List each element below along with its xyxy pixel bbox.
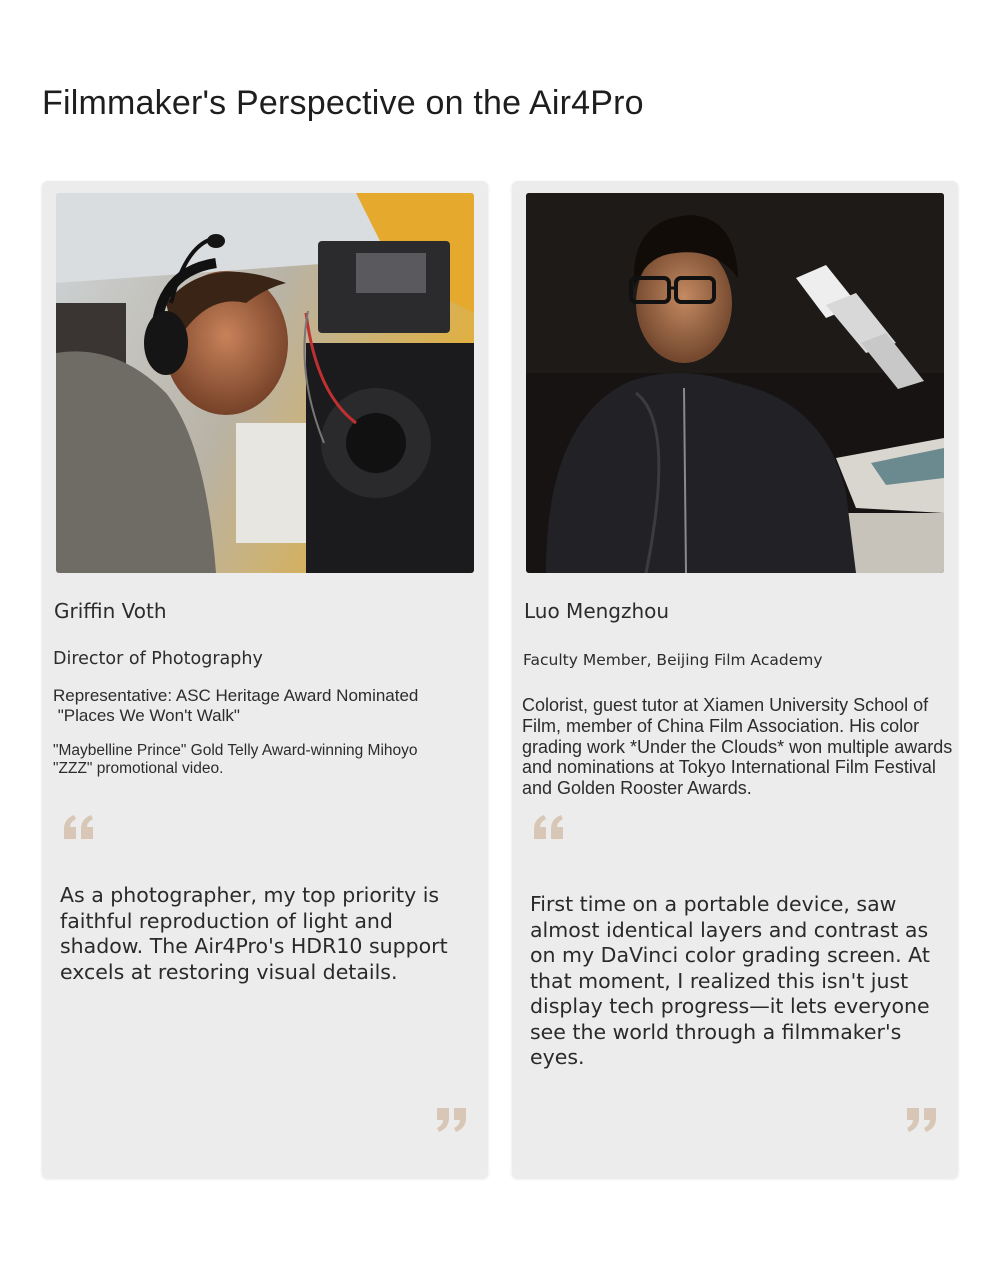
- page-title: Filmmaker's Perspective on the Air4Pro: [42, 84, 644, 122]
- quote-open-icon: [532, 813, 566, 841]
- quote-open-icon: [62, 813, 96, 841]
- testimonial-quote: As a photographer, my top priority is faithful reproduction of light and shadow. The Air4Pro's HDR10 support excels at restoring visual details.: [60, 883, 448, 984]
- quote-close-icon: [434, 1106, 468, 1134]
- quote-close-icon: [904, 1106, 938, 1134]
- person-role: Faculty Member, Beijing Film Academy: [523, 651, 823, 669]
- testimonial-card-griffin-voth: [42, 181, 488, 1178]
- portrait-photo-luo-mengzhou: [526, 193, 944, 573]
- person-name: Luo Mengzhou: [524, 599, 670, 623]
- person-name: Griffin Voth: [54, 599, 167, 623]
- person-role: Director of Photography: [53, 649, 263, 669]
- testimonial-card-luo-mengzhou: [512, 181, 958, 1178]
- portrait-photo-griffin-voth: [56, 193, 474, 573]
- person-bio: Colorist, guest tutor at Xiamen University School of Film, member of China Film Association. His color grading work *Under the Clouds* won multiple awards and nominations at Tokyo International Film Festival and Golden Rooster Awards.: [522, 695, 953, 799]
- testimonial-quote: First time on a portable device, saw almost identical layers and contrast as on my DaVinci color grading screen. At that moment, I realized this isn't just display tech progress—it lets everyone see the world through a filmmaker's eyes.: [530, 892, 930, 1069]
- person-representative-work: Representative: ASC Heritage Award Nominated "Places We Won't Walk": [53, 686, 419, 725]
- person-award: "Maybelline Prince" Gold Telly Award-winning Mihoyo "ZZZ" promotional video.: [53, 742, 418, 777]
- photo-colorist-in-dark-studio: [526, 193, 944, 573]
- photo-filmmaker-with-headset-and-camera: [56, 193, 474, 573]
